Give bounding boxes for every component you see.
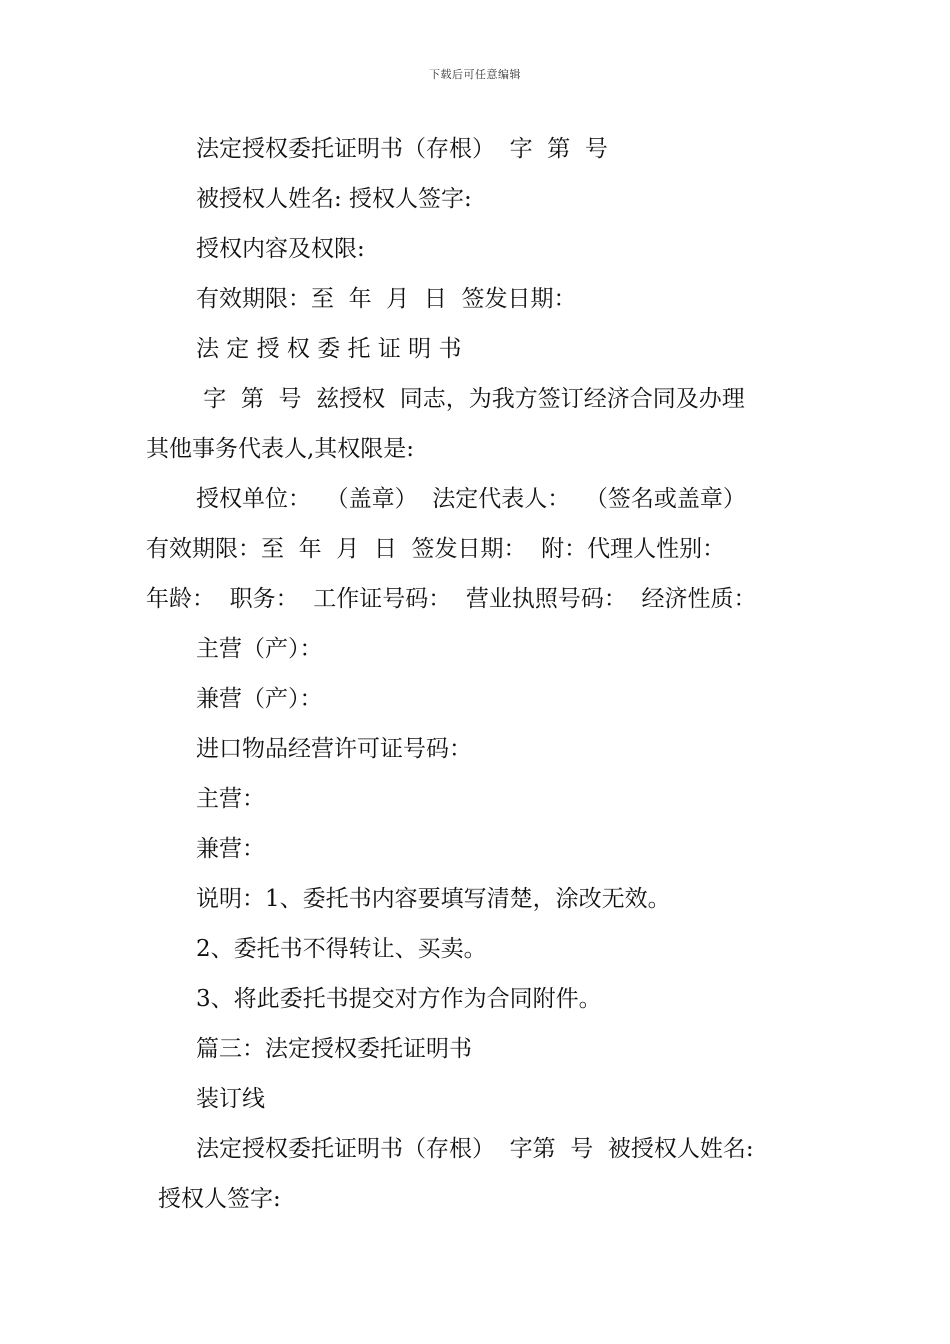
main-business-line: 主营（产）： [196,636,323,662]
agent-details-line: 年龄： 职务： 工作证号码： 营业执照号码： 经济性质： [146,586,757,612]
authorizing-unit-line: 授权单位： （盖章） 法定代表人： （签名或盖章） [196,486,746,512]
side-operation-line: 兼营： [196,836,265,862]
authorization-statement-continued: 其他事务代表人,其权限是: [146,436,415,462]
authorizer-signature-line: 授权人签字: [158,1186,281,1212]
authorization-statement-line: 字 第 号 兹授权 同志，为我方签订经济合同及办理 [196,386,745,412]
stub-title-line-2: 法定授权委托证明书（存根） 字第 号 被授权人姓名: [196,1136,754,1162]
note-item-2: 2、委托书不得转让、买卖。 [196,936,487,962]
validity-agent-gender-line: 有效期限：至 年 月 日 签发日期： 附：代理人性别： [146,536,726,562]
note-item-3: 3、将此委托书提交对方作为合同附件。 [196,986,602,1012]
validity-period-line: 有效期限：至 年 月 日 签发日期： [196,286,577,312]
import-license-line: 进口物品经营许可证号码： [196,736,472,762]
main-operation-line: 主营： [196,786,265,812]
side-business-line: 兼营（产）： [196,686,323,712]
authorized-person-line: 被授权人姓名: 授权人签字: [196,186,472,212]
page-header-note: 下载后可任意编辑 [429,68,521,81]
note-item-1: 说明：1、委托书内容要填写清楚，涂改无效。 [196,886,671,912]
stub-title-line: 法定授权委托证明书（存根） 字 第 号 [196,136,608,162]
section-three-heading: 篇三：法定授权委托证明书 [196,1036,472,1062]
certificate-title: 法 定 授 权 委 托 证 明 书 [196,336,462,362]
binding-line-label: 装订线 [196,1086,265,1112]
authorization-scope-line: 授权内容及权限: [196,236,365,262]
